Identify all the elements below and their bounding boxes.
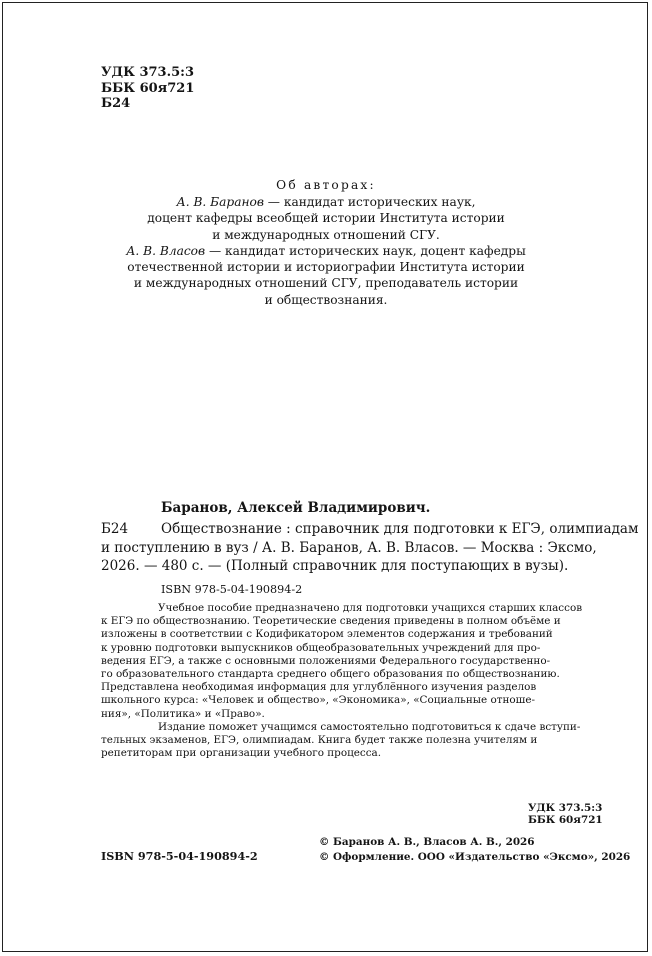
catalog-author-sign: Б24	[101, 521, 129, 537]
copyright-block	[319, 835, 630, 865]
catalog-main-heading: Баранов, Алексей Владимирович.	[161, 500, 431, 516]
annotation-line: школьного курса: «Человек и общество», «Экономика», «Социальные отноше-	[101, 694, 535, 707]
author2-line2: отечественной истории и историографии Института истории	[127, 260, 525, 275]
annotation-line: го образовательного стандарта среднего общего образования по обществознанию.	[101, 668, 560, 681]
author2-line4: и обществознания.	[264, 292, 388, 307]
copyright-authors: © Баранов А. В., Власов А. В., 2026	[319, 836, 535, 848]
footer-bbk: ББК 60я721	[528, 814, 603, 827]
bbk-code: ББК 60я721	[101, 80, 195, 96]
annotation-line: к уровню подготовки выпускников общеобразовательных учреждений для про-	[101, 641, 541, 654]
annotation-line: Представлена необходимая информация для углублённого изучения разделов	[101, 681, 537, 694]
classification-codes	[101, 65, 194, 112]
catalog-isbn: ISBN 978-5-04-190894-2	[161, 583, 303, 596]
author2-name: А. В. Власов	[126, 243, 206, 258]
annotation-line: ния», «Политика» и «Право».	[101, 707, 265, 720]
catalog-line: и поступлению в вуз / А. В. Баранов, А. В. Власов. — Москва : Эксмо,	[101, 539, 597, 556]
udk-code: УДК 373.5:3	[101, 65, 195, 80]
annotation-line: репетиторам при организации учебного процесса.	[101, 747, 382, 760]
footer-udk: УДК 373.5:3	[528, 802, 603, 814]
footer-classification-codes	[528, 802, 603, 827]
annotation-line: тельных экзаменов, ЕГЭ, олимпиадам. Книга будет также полезна учителям и	[101, 734, 538, 747]
author1-line3: и международных отношений СГУ.	[212, 227, 440, 242]
copyright-design: © Оформление. ООО «Издательство «Эксмо», 2026	[319, 851, 631, 863]
catalog-line: Обществознание : справочник для подготовки к ЕГЭ, олимпиадам	[161, 521, 639, 537]
annotation-line: Учебное пособие предназначено для подготовки учащихся старших классов	[158, 602, 583, 614]
author-sign: Б24	[101, 96, 131, 111]
annotation-line: к ЕГЭ по обществознанию. Теоретические сведения приведены в полном объёме и	[101, 615, 561, 628]
footer-isbn: ISBN 978-5-04-190894-2	[101, 849, 258, 863]
author2-line1: А. В. Власов — кандидат исторических наук, доцент кафедры	[126, 243, 526, 258]
annotation-line: ведения ЕГЭ, а также с основными положениями Федерального государственно-	[101, 654, 551, 667]
author1-line1: А. В. Баранов — кандидат исторических наук,	[176, 195, 476, 209]
annotation-line: Издание поможет учащимся самостоятельно подготовиться к сдаче вступи-	[158, 720, 581, 733]
about-authors-text	[0, 194, 652, 308]
catalog-line: 2026. — 480 с. — (Полный справочник для поступающих в вузы).	[101, 558, 569, 575]
author2-line3: и международных отношений СГУ, преподаватель истории	[133, 276, 519, 291]
about-authors-heading: Об авторах:	[276, 178, 376, 192]
author1-name: А. В. Баранов	[176, 195, 264, 209]
annotation-line: изложены в соответствии с Кодификатором элементов содержания и требований	[101, 628, 553, 641]
annotation	[101, 602, 594, 760]
author1-line2: доцент кафедры всеобщей истории Института истории	[147, 211, 505, 226]
